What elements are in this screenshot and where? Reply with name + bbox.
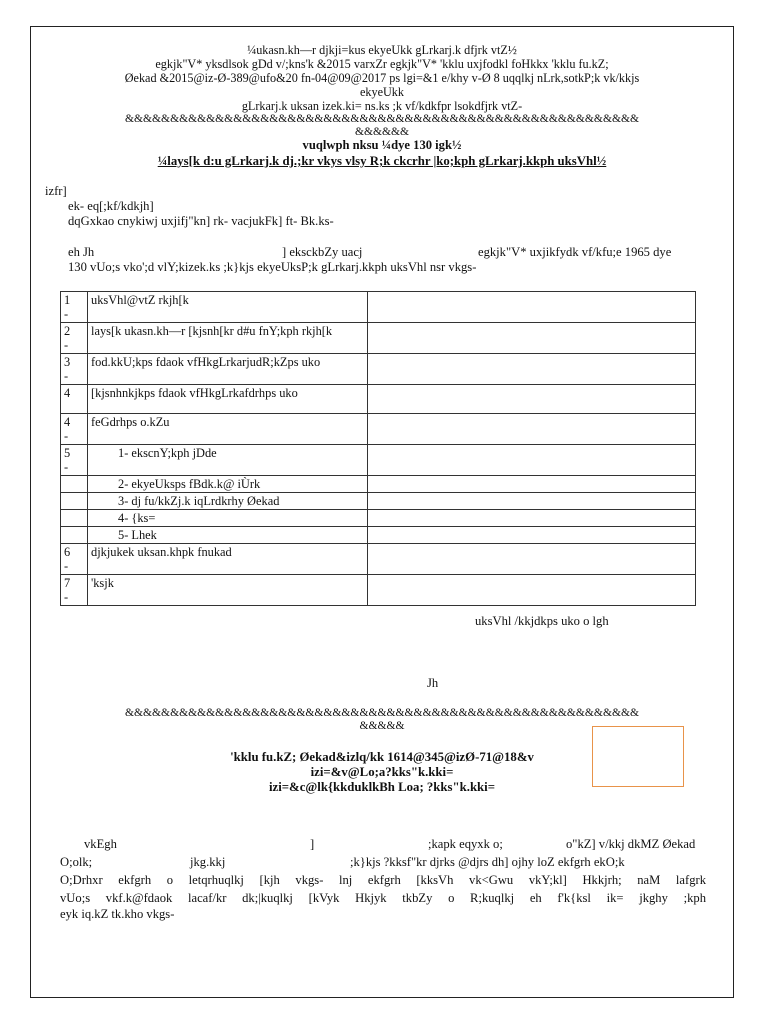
- row-value-field[interactable]: [368, 414, 696, 445]
- table-row: [61, 527, 696, 544]
- row-number-cell: [61, 385, 88, 414]
- decl-part-a: vkEgh: [84, 837, 117, 851]
- self-declaration-heading: izi=&v@Lo;a?kks"k.kki=: [310, 765, 454, 779]
- row-number-cell: [61, 414, 88, 445]
- row-number-cell: [61, 354, 88, 385]
- intro-line-2: 130 vUo;s vko';d vlY;kizek.ks ;k}kjs ekyeUksP;k gLrkarj.kkph uksVhl nsr vkgs-: [68, 260, 477, 274]
- row-label: feGdrhps o.kZu: [88, 414, 368, 445]
- row-number-dash: -: [64, 369, 69, 383]
- row-number-cell: [61, 544, 88, 575]
- row-label: 1- ekscnY;kph jDde: [88, 445, 368, 476]
- header-line-1: ¼ukasn.kh—r djkji=kus ekyeUkk gLrkarj.k dfjrk vtZ½: [247, 43, 517, 57]
- decl-line-4: vUo;s vkf.k@fdaok lacaf/kr dk;|kuqlkj [kVyk Hkjyk tkbZy o R;kuqlkj eh f'k{ksl ik= jkghy ;kph: [60, 891, 706, 905]
- row-number-cell: [61, 445, 88, 476]
- row-label: 5- Lhek: [88, 527, 368, 544]
- row-number-cell: [61, 510, 88, 527]
- row-number-dash: -: [64, 307, 69, 321]
- row-number: 4: [64, 386, 71, 400]
- decl-line-2a: O;olk;: [60, 855, 93, 869]
- header-line-2: egkjk"V* yksdlsok gDd v/;kns'k &2015 varxZr egkjk"V* 'kklu uxjfodkl foHkkx 'kklu fu.kZ;: [155, 57, 609, 71]
- row-value-field[interactable]: [368, 385, 696, 414]
- row-value-field[interactable]: [368, 493, 696, 510]
- recipient-line-1: ek- eq[;kf/kdkjh]: [68, 199, 154, 213]
- row-number: 1: [64, 293, 71, 307]
- table-row: [61, 414, 696, 445]
- decl-line-5: eyk iq.kZ tk.kho vkgs-: [60, 907, 175, 921]
- header-rule-1a: &&&&&&&&&&&&&&&&&&&&&&&&&&&&&&&&&&&&&&&&&&&&&&&&&&&&&&&&&: [124, 112, 640, 125]
- row-number-dash: -: [64, 460, 69, 474]
- document-subtitle: ¼lays[k d:u gLrkarj.k dj.;kr vkys vlsy R;k ckcrhr |ko;kph gLrkarj.kkph uksVhl½: [157, 154, 607, 168]
- header-rule-1b: &&&&&&: [354, 125, 410, 138]
- signature-jh: Jh: [427, 676, 439, 690]
- notice-details-table: [60, 291, 696, 606]
- row-number-dash: -: [64, 559, 69, 573]
- recipient-line-2: dqGxkao cnykiwj uxjifj"kn] rk- vacjukFk] ft- Bk.ks-: [68, 214, 334, 228]
- row-value-field[interactable]: [368, 527, 696, 544]
- row-label: lays[k ukasn.kh—r [kjsnh[kr d#u fnY;kph rkjh[k: [88, 323, 368, 354]
- table-row: [61, 445, 696, 476]
- row-label: 2- ekyeUksps fBdk.k@ iÙrk: [88, 476, 368, 493]
- table-row: [61, 385, 696, 414]
- row-number-cell: [61, 323, 88, 354]
- row-value-field[interactable]: [368, 476, 696, 493]
- table-row: [61, 575, 696, 606]
- section-rule-2a: &&&&&&&&&&&&&&&&&&&&&&&&&&&&&&&&&&&&&&&&&&&&&&&&&&&&&&&&&: [124, 706, 640, 719]
- section-rule-2b: &&&&&: [359, 719, 405, 732]
- decl-line-3: O;Drhxr ekfgrh o letqrhuqlkj [kjh vkgs- lnj ekfgrh [kksVh vk<Gwu vkY;kl] Hkkjrh; naM lafgrk: [60, 873, 706, 887]
- row-label: [kjsnhnkjkps fdaok vfHkgLrkafdrhps uko: [88, 385, 368, 414]
- witness-declaration-heading: izi=&c@lk{kkduklkBh Loa; ?kks"k.kki=: [268, 780, 496, 794]
- intro-part-2: ] eksckbZy uacj: [282, 245, 363, 259]
- decl-part-b: ]: [310, 837, 315, 851]
- row-number-cell: [61, 476, 88, 493]
- row-label: 'ksjk: [88, 575, 368, 606]
- notice-holder-signature-label: uksVhl /kkjdkps uko o lgh: [475, 614, 609, 628]
- table-row: [61, 476, 696, 493]
- row-value-field[interactable]: [368, 544, 696, 575]
- row-number: 2: [64, 324, 71, 338]
- row-value-field[interactable]: [368, 575, 696, 606]
- row-label: 3- dj fu/kkZj.k iqLrdkrhy Øekad: [88, 493, 368, 510]
- document-title: vuqlwph nksu ¼dye 130 igk½: [302, 138, 462, 152]
- gr-number-line: 'kklu fu.kZ; Øekad&izlq/kk 1614@345@izØ-71@18&v: [230, 750, 534, 764]
- decl-part-d: o"kZ] v/kkj dkMZ Øekad: [566, 837, 696, 851]
- header-line-5: gLrkarj.k uksan izek.ki= ns.ks ;k vf/kdkfpr lsokdfjrk vtZ-: [241, 99, 523, 113]
- row-number: 4: [64, 415, 71, 429]
- row-label: djkjukek uksan.khpk fnukad: [88, 544, 368, 575]
- row-label: fod.kkU;kps fdaok vfHkgLrkarjudR;kZps uko: [88, 354, 368, 385]
- row-value-field[interactable]: [368, 510, 696, 527]
- row-number-dash: -: [64, 590, 69, 604]
- row-label: 4- {ks=: [88, 510, 368, 527]
- row-number-cell: [61, 527, 88, 544]
- decl-line-2c: ;k}kjs ?kksf"kr djrks @djrs dh] ojhy loZ ekfgrh ekO;k: [350, 855, 625, 869]
- table-row: [61, 354, 696, 385]
- decl-line-2b: jkg.kkj: [190, 855, 226, 869]
- table-row: [61, 544, 696, 575]
- table-row: [61, 323, 696, 354]
- table-row: [61, 292, 696, 323]
- row-number: 6: [64, 545, 71, 559]
- row-label: uksVhl@vtZ rkjh[k: [88, 292, 368, 323]
- row-number-dash: -: [64, 338, 69, 352]
- row-value-field[interactable]: [368, 354, 696, 385]
- prati-label: izfr]: [45, 184, 67, 198]
- row-number-cell: [61, 493, 88, 510]
- row-number: 7: [64, 576, 71, 590]
- row-value-field[interactable]: [368, 323, 696, 354]
- row-number-cell: [61, 292, 88, 323]
- row-value-field[interactable]: [368, 445, 696, 476]
- intro-part-3: egkjk"V* uxjikfydk vf/kfu;e 1965 dye: [478, 245, 672, 259]
- row-number-cell: [61, 575, 88, 606]
- row-number-dash: -: [64, 429, 69, 443]
- table-row: [61, 510, 696, 527]
- header-line-4: ekyeUkk: [360, 85, 404, 99]
- row-number: 3: [64, 355, 71, 369]
- header-line-3: Øekad &2015@iz-Ø-389@ufo&20 fn-04@09@2017 ps lgi=&1 e/khy v-Ø 8 uqqlkj nLrk,sotkP;k vk/kkjs: [124, 71, 640, 85]
- row-value-field[interactable]: [368, 292, 696, 323]
- row-number: 5: [64, 446, 71, 460]
- table-row: [61, 493, 696, 510]
- intro-part-1: eh Jh: [68, 245, 95, 259]
- decl-part-c: ;kapk eqyxk o;: [428, 837, 503, 851]
